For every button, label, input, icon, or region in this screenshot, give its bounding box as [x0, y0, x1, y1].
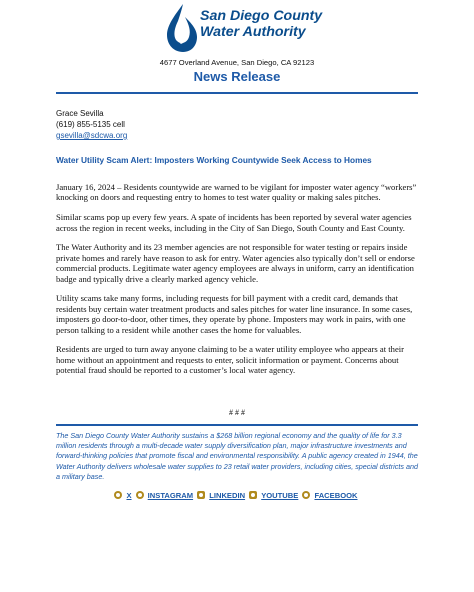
org-name-line1: San Diego County — [200, 8, 323, 24]
facebook-link[interactable]: FACEBOOK — [314, 491, 358, 500]
address: 4677 Overland Avenue, San Diego, CA 92123 — [159, 58, 315, 67]
contact-name: Grace Sevilla — [56, 109, 104, 118]
contact-phone: (619) 855-5135 cell — [56, 120, 125, 129]
article-body — [56, 182, 418, 385]
about-statement: The San Diego County Water Authority sustains a $268 billion regional economy and the quality of life for 3.3 million residents through a multi-decade water supply diversification plan, major infrastructure investments and forward-thinking policies that promote fiscal and environmental responsibility. A public agency created in 1944, the Water Authority delivers wholesale water supplies to 23 retail water providers, including cities, special districts and a military base. — [56, 431, 418, 481]
paragraph: Similar scams pop up every few years. A spate of incidents has been reported by several water agencies across the region in recent weeks, including in the City of San Diego, South County and East County. — [56, 212, 412, 233]
social-links — [0, 491, 474, 500]
organization-name — [200, 8, 322, 40]
org-name-line2: Water Authority — [200, 24, 306, 40]
paragraph: Utility scams take many forms, including requests for bill payment with a credit card, demands that residents buy certain water treatment products and sales pitches for water line insurance. In some cases, imposters go door-to-door, other times, they operate by phone. Imposters may work in pairs, with one person talking to a resident while another cases the home for valuables. — [56, 293, 413, 335]
linkedin-link[interactable]: LINKEDIN — [209, 491, 246, 500]
paragraph: The Water Authority and its 23 member agencies are not responsible for water testing or repairs inside private homes and rarely have reason to ask for entry. Water agencies also typically don’t sell or endorse commercial products. Legitimate water agency employees are always in uniform, carry an identification badge and typically drive a clearly marked agency vehicle. — [56, 242, 415, 284]
bottom-divider — [56, 424, 418, 426]
facebook-icon — [302, 491, 310, 499]
contact-block — [56, 108, 127, 141]
contact-email-link[interactable]: gsevilla@sdcwa.org — [56, 131, 128, 140]
youtube-icon — [249, 491, 257, 499]
end-mark: # # # — [229, 408, 245, 417]
paragraph: Residents are urged to turn away anyone claiming to be a water utility employee who appears at their home without an appointment and requests to enter, solicit information or payment. Concerns about potential fraud should be reported to a customer’s local water agency. — [56, 344, 405, 376]
linkedin-icon — [197, 491, 205, 499]
top-divider — [56, 92, 418, 94]
instagram-link[interactable]: INSTAGRAM — [147, 491, 194, 500]
headline: Water Utility Scam Alert: Imposters Working Countywide Seek Access to Homes — [56, 155, 372, 165]
paragraph: January 16, 2024 – Residents countywide are warned to be vigilant for imposter water agency “workers” knocking on doors and requesting entry to homes to test water quality or making sales pitches. — [56, 182, 417, 203]
release-title: News Release — [193, 69, 281, 84]
youtube-link[interactable]: YOUTUBE — [261, 491, 299, 500]
instagram-icon — [136, 491, 144, 499]
water-drop-logo-icon — [163, 3, 199, 53]
x-icon — [114, 491, 122, 499]
x-link[interactable]: X — [126, 491, 132, 500]
